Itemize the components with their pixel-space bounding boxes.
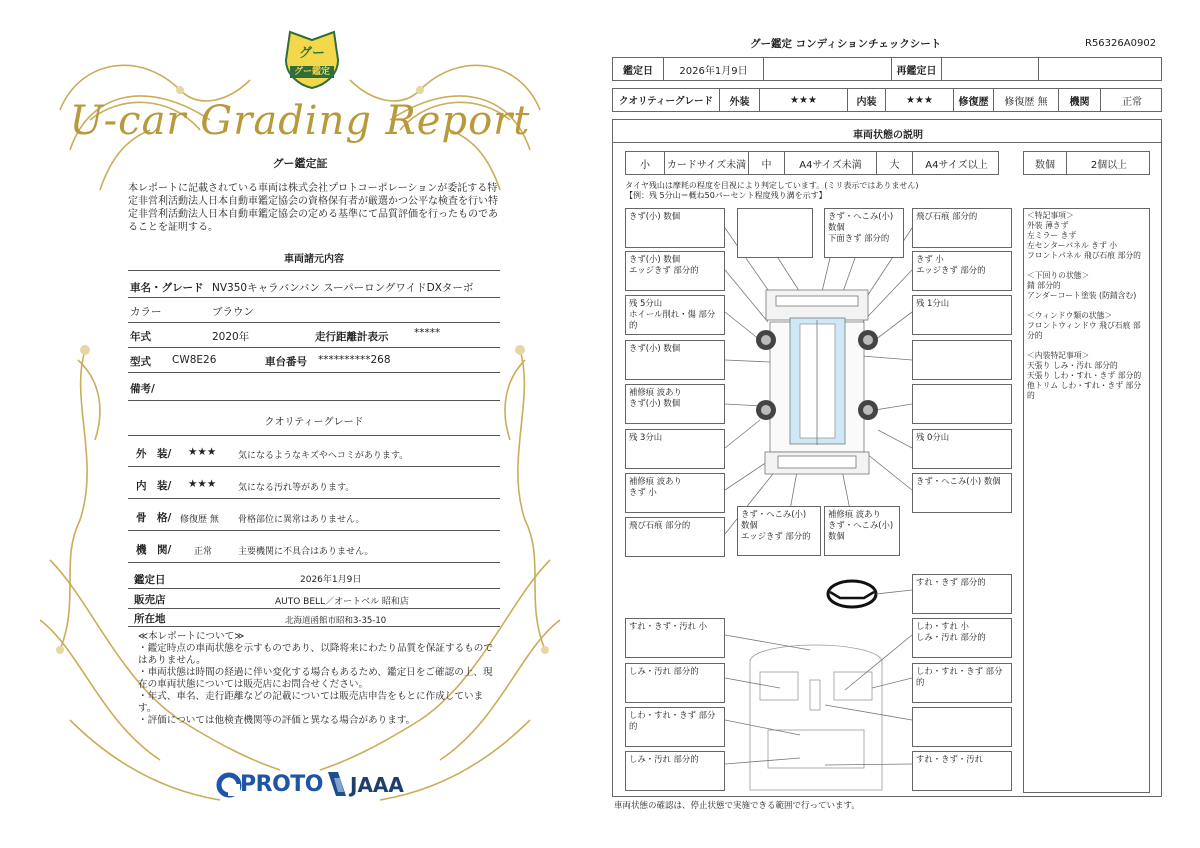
redate-label: 再鑑定日 <box>891 58 941 80</box>
color-value: ブラウン <box>212 306 254 318</box>
badge-label: グー鑑定 <box>293 67 330 77</box>
damage-box: きず 小 エッジきず 部分的 <box>912 251 1012 291</box>
legend-large-desc: A4サイズ以上 <box>912 152 1000 174</box>
grade-title: クオリティーグレード <box>264 417 364 428</box>
frame-value: 修復歴 無 <box>180 515 219 525</box>
legend-count: 数個 <box>1035 159 1055 171</box>
specs-title: 車両諸元内容 <box>284 254 344 265</box>
address-label: 所在地 <box>134 613 166 625</box>
note-item: ・車両状態は時間の経過に伴い変化する場合もあるため、鑑定日をご確認の上、現在の車両状態については販売店にお問合せください。 <box>138 667 493 690</box>
interior-box: すれ・きず・汚れ 小 <box>625 618 725 658</box>
damage-box: 飛び石痕 部分的 <box>625 517 725 557</box>
interior-box: しみ・汚れ 部分的 <box>625 751 725 791</box>
exterior-value: ★★★ <box>188 446 217 458</box>
sheet-code: R56326A0902 <box>1085 38 1157 49</box>
chassis-value: **********268 <box>318 354 391 366</box>
certificate-heading: グー鑑定証 <box>272 157 328 170</box>
damage-box: きず・へこみ(小) 数個 エッジきず 部分的 <box>737 506 821 556</box>
tire-box: 残 5分山 ホイール削れ・傷 部分的 <box>625 295 725 335</box>
damage-box-empty <box>912 384 1012 424</box>
sheet-interior-value: ★★★ <box>885 89 953 111</box>
script-title: U-car Grading Report <box>69 98 531 144</box>
tire-box: 残 0分山 <box>912 429 1012 469</box>
status-title: 車両状態の説明 <box>853 130 923 141</box>
interior-box: しわ・すれ・きず 部分的 <box>625 707 725 747</box>
year-value: 2020年 <box>212 331 250 343</box>
interior-box-empty <box>912 707 1012 747</box>
tire-box: 残 3分山 <box>625 429 725 469</box>
sheet-date-value: 2026年1月9日 <box>663 58 763 80</box>
tire-example: 【例：残 5分山＝概ね50パーセント程度残り溝を示す】 <box>625 191 827 200</box>
damage-box-empty <box>912 340 1012 380</box>
model-label: 型式 <box>130 356 151 368</box>
proto-logo-text: PROTO <box>240 772 323 797</box>
jaaa-logo-text: JAAA <box>350 773 404 797</box>
legend-small-desc: カードサイズ未満 <box>664 152 748 174</box>
legend-small: 小 <box>640 159 650 171</box>
legend-medium-desc: A4サイズ未満 <box>784 152 876 174</box>
legend-large: 大 <box>876 152 912 174</box>
legend-medium: 中 <box>748 152 784 174</box>
date-value: 2026年1月9日 <box>300 575 362 585</box>
note-item: ・評価については他検査機関等の評価と異なる場合があります。 <box>138 715 416 726</box>
address-value: 北海道函館市昭和3-35-10 <box>285 616 387 626</box>
note-item: ・年式、車名、走行距離などの記載については販売店申告をもとに作成しています。 <box>138 691 484 714</box>
sheet-repair-value: 修復歴 無 <box>993 89 1058 111</box>
interior-box: しみ・汚れ 部分的 <box>625 663 725 703</box>
damage-box: きず・へこみ(小) 数個 下面きず 部分的 <box>824 208 904 258</box>
damage-box: きず・へこみ(小) 数個 <box>912 473 1012 513</box>
year-label: 年式 <box>130 331 151 343</box>
sheet-engine-value: 正常 <box>1100 89 1163 111</box>
exterior-label: 外 装/ <box>136 448 172 460</box>
sheet-footer: 車両状態の確認は、停止状態で実施できる範囲で行っています。 <box>614 801 860 811</box>
badge-logo-text: グー <box>298 46 325 61</box>
proto-logo-icon <box>216 772 242 798</box>
interior-label: 内 装/ <box>136 480 172 492</box>
report-notes <box>138 631 498 727</box>
note-item: ・鑑定時点の車両状態を示すものであり、以降将来にわたり品質を保証するものではありません。 <box>138 643 493 666</box>
interior-box: しわ・すれ 小 しみ・汚れ 部分的 <box>912 618 1012 658</box>
sheet-exterior-label: 外装 <box>719 89 759 111</box>
chassis-label: 車台番号 <box>265 356 307 368</box>
date-label: 鑑定日 <box>134 574 166 586</box>
interior-value: ★★★ <box>188 478 217 490</box>
engine-desc: 主要機関に不具合はありません。 <box>238 547 374 557</box>
interior-box: すれ・きず・汚れ <box>912 751 1012 791</box>
special-notes-box: ＜特記事項＞ 外装 薄きず 左ミラー きず 左センターパネル きず 小 フロントパネル 飛び石痕 部分的 ＜下回りの状態＞ 錆 部分的 アンダーコート塗装 (防錆含む) ＜ウィンドウ類の状態＞ フロントウィンドウ 飛び石痕 部分的 ＜内装特記事項＞ 天張り しみ・汚れ 部分的 天張り しわ・すれ・きず 部分的 他トリム しわ・すれ・きず 部分的 <box>1023 208 1150 793</box>
exterior-desc: 気になるようなキズやヘコミがあります。 <box>238 451 409 461</box>
model-value: CW8E26 <box>172 354 217 366</box>
name-value: NV350キャラバンバン スーパーロングワイドDXターボ <box>212 282 474 294</box>
engine-value: 正常 <box>194 547 213 557</box>
shop-label: 販売店 <box>134 594 166 606</box>
mileage-label: 走行距離計表示 <box>315 331 389 343</box>
shop-value: AUTO BELL／オートベル 昭和店 <box>275 597 409 607</box>
interior-box: すれ・きず 部分的 <box>912 574 1012 614</box>
damage-box: きず(小) 数個 <box>625 208 725 248</box>
damage-box: きず(小) 数個 <box>625 340 725 380</box>
sheet-interior-label: 内装 <box>847 89 885 111</box>
damage-box: 飛び石痕 部分的 <box>912 208 1012 248</box>
condition-sheet <box>600 0 1200 848</box>
interior-box: しわ・すれ・きず 部分的 <box>912 663 1012 703</box>
frame-desc: 骨格部位に異常はありません。 <box>238 515 365 525</box>
tire-box: 残 1分山 <box>912 295 1012 335</box>
mileage-value: ***** <box>414 327 441 339</box>
color-label: カラー <box>130 306 162 318</box>
damage-box: 補修痕 波あり きず(小) 数個 <box>625 384 725 424</box>
engine-label: 機 関/ <box>136 544 172 556</box>
legend-count-desc: 2個以上 <box>1066 152 1151 174</box>
remarks-label: 備考/ <box>130 383 155 395</box>
sheet-title: グー鑑定 コンディションチェックシート <box>750 38 942 50</box>
notes-title: ≪本レポートについて≫ <box>138 631 245 642</box>
damage-box: 補修痕 波あり きず 小 <box>625 473 725 513</box>
sheet-repair-label: 修復歴 <box>953 89 993 111</box>
damage-box: きず(小) 数個 エッジきず 部分的 <box>625 251 725 291</box>
tire-note: タイヤ残山は摩耗の程度を目視により判定しています。(ミリ表示ではありません) <box>625 181 919 190</box>
damage-box-empty <box>737 208 813 258</box>
grade-label: クオリティーグレード <box>618 96 714 107</box>
sheet-date-label: 鑑定日 <box>623 65 653 77</box>
frame-label: 骨 格/ <box>136 512 172 524</box>
name-label: 車名・グレード <box>130 282 204 294</box>
certificate-body: 本レポートに記載されている車両は株式会社プロトコーポレーションが委託する特定非営利活動法人日本自動車鑑定協会の資格保有者が厳選かつ公平な検査を行い特定非営利活動法人日本自動車鑑定協会の定める基準にて品質評価を行ったものであることを証明する。 <box>128 183 498 233</box>
jaaa-logo-icon <box>326 770 348 798</box>
damage-box: 補修痕 波あり きず・へこみ(小) 数個 <box>824 506 900 556</box>
interior-desc: 気になる汚れ等があります。 <box>238 483 355 493</box>
sheet-exterior-value: ★★★ <box>759 89 847 111</box>
sheet-engine-label: 機関 <box>1058 89 1100 111</box>
steering-wheel-icon <box>828 581 912 607</box>
